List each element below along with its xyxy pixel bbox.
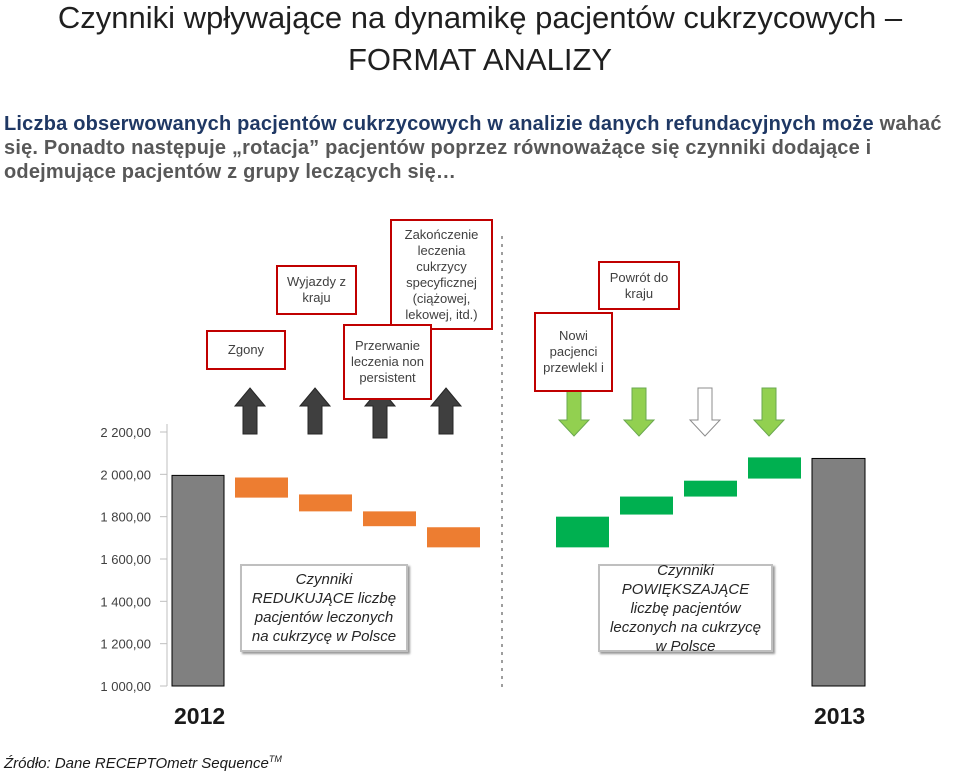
down-arrow-icon <box>559 388 589 436</box>
down-arrow-icon <box>754 388 784 436</box>
source-trademark: TM <box>268 754 282 764</box>
callout-zakonczenie: Zakończenie leczenia cukrzycy specyficznej (ciążowej, lekowej, itd.) <box>390 219 493 330</box>
down-arrow-icon <box>624 388 654 436</box>
year-label-2013: 2013 <box>814 703 866 729</box>
source-text: Źródło: Dane RECEPTOmetr Sequence <box>4 755 269 772</box>
increase-bar <box>684 481 737 497</box>
page-title-line-2: FORMAT ANALIZY <box>347 42 613 77</box>
up-arrow-icon <box>235 388 265 434</box>
intro-lead: Liczba obserwowanych pacjentów cukrzycowych w analizie danych refundacyjnych może <box>4 113 874 135</box>
intro-rest: wahać się. Ponadto następuje „rotacja” pacjentów poprzez równoważące się czynniki dodające i odejmujące pacjentów z grupy leczących się… <box>4 113 942 183</box>
y-tick-label: 1 200,00 <box>100 636 151 652</box>
up-arrow-icon <box>300 388 330 434</box>
y-tick-label: 2 000,00 <box>100 467 151 483</box>
decrease-bar <box>235 478 288 498</box>
callout-zgony: Zgony <box>206 330 286 370</box>
increase-bar <box>556 517 609 548</box>
callout-nowi: Nowi pacjenci przewlekl i <box>534 312 613 392</box>
total-bar <box>172 475 224 686</box>
down-arrow-icon <box>690 388 720 436</box>
source-note <box>4 754 282 772</box>
decrease-bar <box>363 511 416 526</box>
increase-bar <box>620 497 673 515</box>
increase-bar <box>748 457 801 478</box>
y-axis-ticks <box>100 425 167 694</box>
total-bar <box>812 458 865 686</box>
up-arrow-icon <box>431 388 461 434</box>
y-tick-label: 1 800,00 <box>100 509 151 525</box>
arrows <box>235 388 784 438</box>
increasing-factors-note: Czynniki POWIĘKSZAJĄCE liczbę pacjentów leczonych na cukrzycę w Polsce <box>598 564 773 652</box>
y-tick-label: 1 000,00 <box>100 679 151 694</box>
callout-przerwanie: Przerwanie leczenia non persistent <box>343 324 432 400</box>
page-title-line-1: Czynniki wpływające na dynamikę pacjentów cukrzycowych – <box>57 0 903 35</box>
callout-wyjazdy: Wyjazdy z kraju <box>276 265 357 315</box>
decrease-bar <box>299 494 352 511</box>
decrease-bar <box>427 527 480 547</box>
callout-powrot: Powrót do kraju <box>598 261 680 310</box>
reducing-factors-note: Czynniki REDUKUJĄCE liczbę pacjentów leczonych na cukrzycę w Polsce <box>240 564 408 652</box>
y-tick-label: 1 400,00 <box>100 594 151 610</box>
year-label-2012: 2012 <box>174 703 226 729</box>
y-tick-label: 2 200,00 <box>100 425 151 440</box>
y-tick-label: 1 600,00 <box>100 552 151 567</box>
